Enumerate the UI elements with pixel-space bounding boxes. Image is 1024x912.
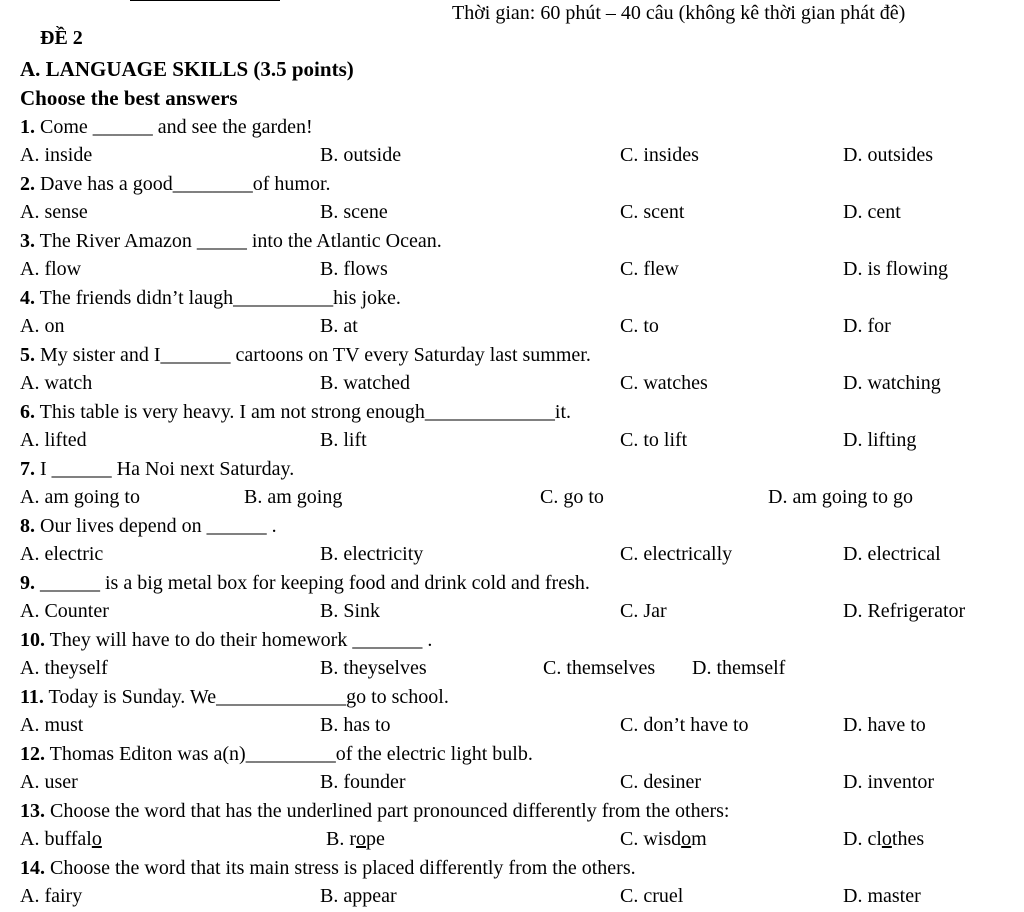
question-number: 14.	[20, 857, 45, 879]
question-5	[0, 342, 1024, 399]
question-text: Come ______ and see the garden!	[40, 116, 313, 138]
question-text: My sister and I_______ cartoons on TV every Saturday last summer.	[40, 344, 591, 366]
option-c[interactable]: C. electrically	[620, 543, 733, 565]
question-stem	[20, 741, 533, 767]
option-c[interactable]: C. Jar	[620, 600, 667, 622]
question-text: The River Amazon _____ into the Atlantic Ocean.	[39, 230, 442, 252]
question-text: Choose the word that its main stress is placed differently from the others.	[50, 857, 636, 879]
question-number: 10.	[20, 629, 45, 651]
option-b[interactable]: B. theyselves	[320, 657, 427, 679]
question-text: Dave has a good________of humor.	[40, 173, 331, 195]
option-c[interactable]: C. themselves	[543, 657, 656, 679]
question-list	[0, 114, 1024, 912]
option-c[interactable]: C. to lift	[620, 429, 688, 451]
option-c[interactable]: C. go to	[540, 486, 604, 508]
question-stem	[20, 114, 313, 140]
underlined-sound: o	[91, 828, 102, 850]
question-number: 11.	[20, 686, 44, 708]
underlined-sound: o	[881, 828, 892, 850]
option-b[interactable]: B. Sink	[320, 600, 381, 622]
question-text: This table is very heavy. I am not strong enough_____________it.	[39, 401, 572, 423]
time-note: Thời gian: 60 phút – 40 câu (không kê thời gian phát đê)	[452, 2, 906, 24]
exam-code: ĐỀ 2	[40, 27, 83, 49]
option-a[interactable]: A. buffalo	[20, 828, 102, 850]
option-b[interactable]: B. flows	[320, 258, 388, 280]
instruction: Choose the best answers	[20, 86, 238, 110]
question-number: 8.	[20, 515, 35, 537]
option-a[interactable]: A. inside	[20, 144, 93, 166]
question-4	[0, 285, 1024, 342]
option-d[interactable]: D. lifting	[843, 429, 917, 451]
option-b[interactable]: B. electricity	[320, 543, 424, 565]
option-c[interactable]: C. cruel	[620, 885, 684, 907]
question-2	[0, 171, 1024, 228]
option-c[interactable]: C. insides	[620, 144, 699, 166]
option-d[interactable]: D. outsides	[843, 144, 933, 166]
question-stem	[20, 285, 401, 311]
question-8	[0, 513, 1024, 570]
question-9	[0, 570, 1024, 627]
option-a[interactable]: A. theyself	[20, 657, 108, 679]
question-stem	[20, 456, 294, 482]
option-a[interactable]: A. watch	[20, 372, 93, 394]
option-d[interactable]: D. is flowing	[843, 258, 948, 280]
question-number: 1.	[20, 116, 35, 138]
question-number: 12.	[20, 743, 45, 765]
option-a[interactable]: A. on	[20, 315, 65, 337]
option-a[interactable]: A. electric	[20, 543, 104, 565]
option-d[interactable]: D. clothes	[843, 828, 925, 850]
option-c[interactable]: C. watches	[620, 372, 708, 394]
option-c[interactable]: C. to	[620, 315, 659, 337]
option-b[interactable]: B. at	[320, 315, 358, 337]
option-a[interactable]: A. am going to	[20, 486, 140, 508]
option-d[interactable]: D. themself	[692, 657, 786, 679]
option-b[interactable]: B. lift	[320, 429, 367, 451]
question-3	[0, 228, 1024, 285]
option-a[interactable]: A. lifted	[20, 429, 87, 451]
option-b[interactable]: B. appear	[320, 885, 397, 907]
question-stem	[20, 855, 636, 881]
option-b[interactable]: B. outside	[320, 144, 402, 166]
option-b[interactable]: B. am going	[244, 486, 343, 508]
option-b[interactable]: B. founder	[320, 771, 406, 793]
option-d[interactable]: D. master	[843, 885, 921, 907]
underlined-sound: o	[681, 828, 692, 850]
question-number: 13.	[20, 800, 45, 822]
option-a[interactable]: A. Counter	[20, 600, 109, 622]
question-6	[0, 399, 1024, 456]
option-b[interactable]: B. watched	[320, 372, 410, 394]
question-text: ______ is a big metal box for keeping food and drink cold and fresh.	[40, 572, 590, 594]
option-b[interactable]: B. rope	[326, 828, 385, 850]
option-d[interactable]: D. inventor	[843, 771, 935, 793]
section-title: A. LANGUAGE SKILLS (3.5 points)	[20, 57, 354, 81]
option-a[interactable]: A. sense	[20, 201, 88, 223]
option-d[interactable]: D. have to	[843, 714, 926, 736]
question-text: Thomas Editon was a(n)_________of the electric light bulb.	[49, 743, 533, 765]
question-text: I ______ Ha Noi next Saturday.	[40, 458, 295, 480]
question-stem	[20, 627, 432, 653]
option-b[interactable]: B. has to	[320, 714, 391, 736]
question-number: 9.	[20, 572, 35, 594]
option-d[interactable]: D. cent	[843, 201, 901, 223]
option-a[interactable]: A. must	[20, 714, 84, 736]
question-text: They will have to do their homework _______ .	[49, 629, 433, 651]
question-stem	[20, 171, 331, 197]
question-12	[0, 741, 1024, 798]
option-c[interactable]: C. desiner	[620, 771, 702, 793]
question-text: The friends didn’t laugh__________his joke.	[39, 287, 401, 309]
option-a[interactable]: A. flow	[20, 258, 82, 280]
question-number: 2.	[20, 173, 35, 195]
question-stem	[20, 342, 591, 368]
option-c[interactable]: C. don’t have to	[620, 714, 749, 736]
question-10	[0, 627, 1024, 684]
question-number: 4.	[20, 287, 35, 309]
question-text: Choose the word that has the underlined part pronounced differently from the others:	[50, 800, 730, 822]
question-stem	[20, 399, 571, 425]
question-13	[0, 798, 1024, 855]
question-stem	[20, 798, 729, 824]
question-11	[0, 684, 1024, 741]
underlined-sound: o	[356, 828, 366, 850]
question-stem	[20, 570, 590, 596]
option-d[interactable]: D. am going to go	[768, 486, 913, 508]
option-b[interactable]: B. scene	[320, 201, 388, 223]
question-1	[0, 114, 1024, 171]
option-d[interactable]: D. Refrigerator	[843, 600, 966, 622]
top-rule	[130, 0, 280, 1]
option-a[interactable]: A. fairy	[20, 885, 83, 907]
option-d[interactable]: D. electrical	[843, 543, 941, 565]
question-14	[0, 855, 1024, 912]
option-d[interactable]: D. watching	[843, 372, 941, 394]
option-c[interactable]: C. flew	[620, 258, 679, 280]
question-number: 3.	[20, 230, 35, 252]
question-number: 5.	[20, 344, 35, 366]
option-d[interactable]: D. for	[843, 315, 891, 337]
question-stem	[20, 228, 442, 254]
question-stem	[20, 684, 449, 710]
question-text: Today is Sunday. We_____________go to school.	[48, 686, 449, 708]
question-number: 6.	[20, 401, 35, 423]
option-c[interactable]: C. wisdom	[620, 828, 707, 850]
option-c[interactable]: C. scent	[620, 201, 685, 223]
question-number: 7.	[20, 458, 35, 480]
option-a[interactable]: A. user	[20, 771, 78, 793]
question-stem	[20, 513, 277, 539]
question-7	[0, 456, 1024, 513]
question-text: Our lives depend on ______ .	[40, 515, 277, 537]
